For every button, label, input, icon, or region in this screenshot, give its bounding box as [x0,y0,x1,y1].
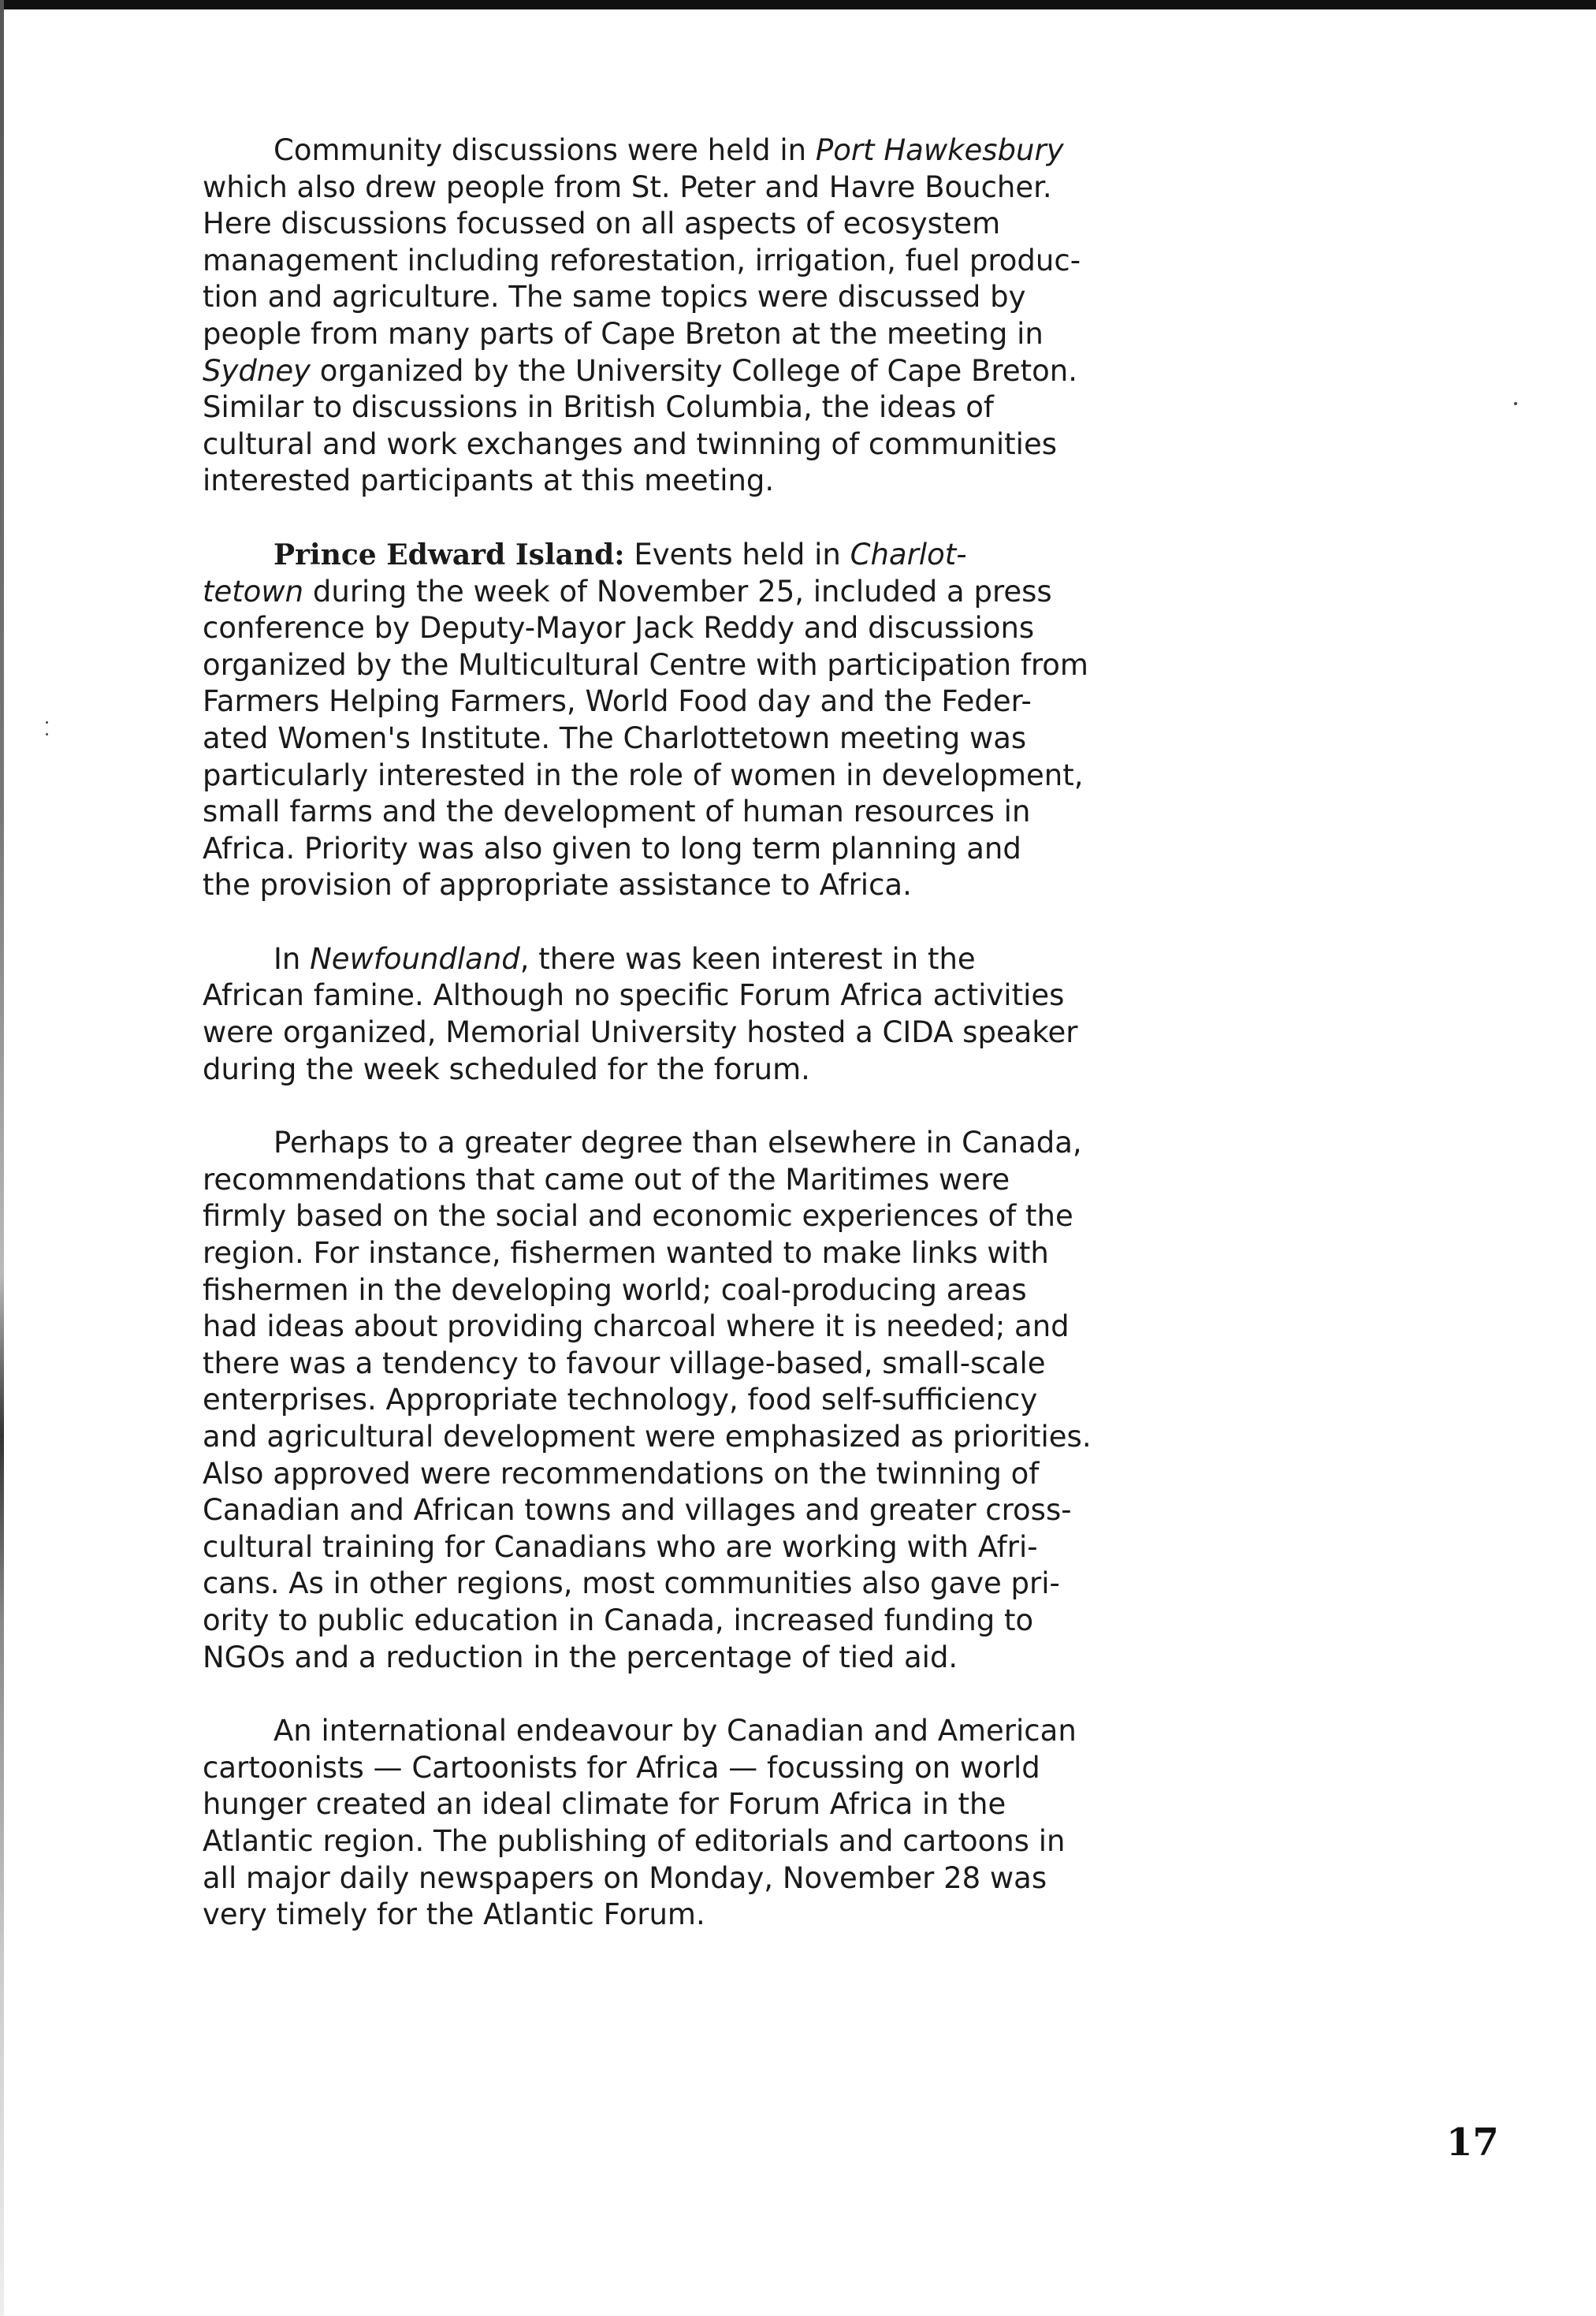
text-line: enterprises. Appropriate technology, food self-sufficiency [203,1383,1038,1417]
text-line: small farms and the development of human resources in [203,795,1031,829]
text-line: conference by Deputy-Mayor Jack Reddy and discussions [203,611,1035,646]
text-line: Prince Edward Island: Events held in Charlot- [273,537,967,572]
text-line: cartoonists — Cartoonists for Africa — focussing on world [203,1750,1040,1785]
place-name: Sydney [203,353,311,388]
text-line: management including reforestation, irrigation, fuel produc- [203,243,1081,277]
text-line: hunger created an ideal climate for Forum Africa in the [203,1787,1006,1822]
text-line: organized by the Multicultural Centre with participation from [203,647,1088,682]
text-line: ority to public education in Canada, increased funding to [203,1603,1034,1637]
text-line: all major daily newspapers on Monday, November 28 was [203,1860,1047,1895]
scan-left-border [0,0,4,2316]
text-line: interested participants at this meeting. [203,464,775,498]
text-line: region. For instance, fishermen wanted to make links with [203,1236,1049,1271]
text-line: Canadian and African towns and villages and greater cross- [203,1493,1072,1528]
text-line: and agricultural development were emphasized as priorities. [203,1420,1092,1454]
place-name: Newfoundland [310,941,520,976]
text-line: ated Women's Institute. The Charlottetown meeting was [203,720,1027,755]
text-line: the provision of appropriate assistance to Africa. [203,868,912,903]
text-line: very timely for the Atlantic Forum. [203,1897,705,1932]
text-line: cans. As in other regions, most communities also gave pri- [203,1566,1060,1601]
text-line: tion and agriculture. The same topics were discussed by [203,280,1026,315]
text-line: people from many parts of Cape Breton at the meeting in [203,316,1044,351]
text-line: were organized, Memorial University hosted a CIDA speaker [203,1015,1078,1050]
place-name: tetown [203,574,304,609]
scan-speck [1514,402,1517,405]
text-line: which also drew people from St. Peter and Havre Boucher. [203,169,1052,204]
text-line: Community discussions were held in Port Hawkesbury [273,133,1064,167]
paragraph [203,132,1101,500]
page-number: 17 [1446,2121,1499,2165]
text-line: Here discussions focussed on all aspects of ecosystem [203,207,1001,241]
text-line: Atlantic region. The publishing of editorials and cartoons in [203,1823,1066,1858]
paragraph [203,537,1101,904]
scan-top-border [0,0,1596,9]
text-line: recommendations that came out of the Maritimes were [203,1162,1010,1197]
region-heading: Prince Edward Island: [273,538,625,572]
text-line: there was a tendency to favour village-based, small-scale [203,1346,1046,1380]
place-name: Charlot- [850,537,967,572]
paragraph [203,1713,1101,1934]
text-line: cultural and work exchanges and twinning of communities [203,426,1057,461]
text-line: In Newfoundland, there was keen interest in the [273,941,976,976]
text-line: Sydney organized by the University College of Cape Breton. [203,353,1077,388]
text-line: particularly interested in the role of women in development, [203,758,1084,792]
place-name: Port Hawkesbury [815,133,1064,167]
text-line: African famine. Although no specific Forum Africa activities [203,978,1065,1013]
scan-speck [46,721,48,724]
paragraph [203,941,1101,1088]
text-line: Africa. Priority was also given to long term planning and [203,831,1021,866]
text-line: fishermen in the developing world; coal-producing areas [203,1272,1027,1307]
text-line: Perhaps to a greater degree than elsewhere in Canada, [273,1126,1082,1160]
text-line: firmly based on the social and economic experiences of the [203,1199,1073,1234]
text-line: Farmers Helping Farmers, World Food day and the Feder- [203,684,1032,719]
text-line: Also approved were recommendations on the twinning of [203,1456,1040,1491]
text-line: cultural training for Canadians who are working with Afri- [203,1529,1038,1564]
text-line: Similar to discussions in British Columbia, the ideas of [203,390,994,425]
text-line: NGOs and a reduction in the percentage of tied aid. [203,1640,958,1674]
paragraph [203,1125,1101,1676]
scan-speck [46,733,48,735]
text-line: had ideas about providing charcoal where it is needed; and [203,1309,1070,1344]
body-text-column [203,132,1101,1971]
text-line: tetown during the week of November 25, included a press [203,574,1052,609]
text-line: during the week scheduled for the forum. [203,1052,810,1086]
text-line: An international endeavour by Canadian and American [273,1714,1077,1748]
